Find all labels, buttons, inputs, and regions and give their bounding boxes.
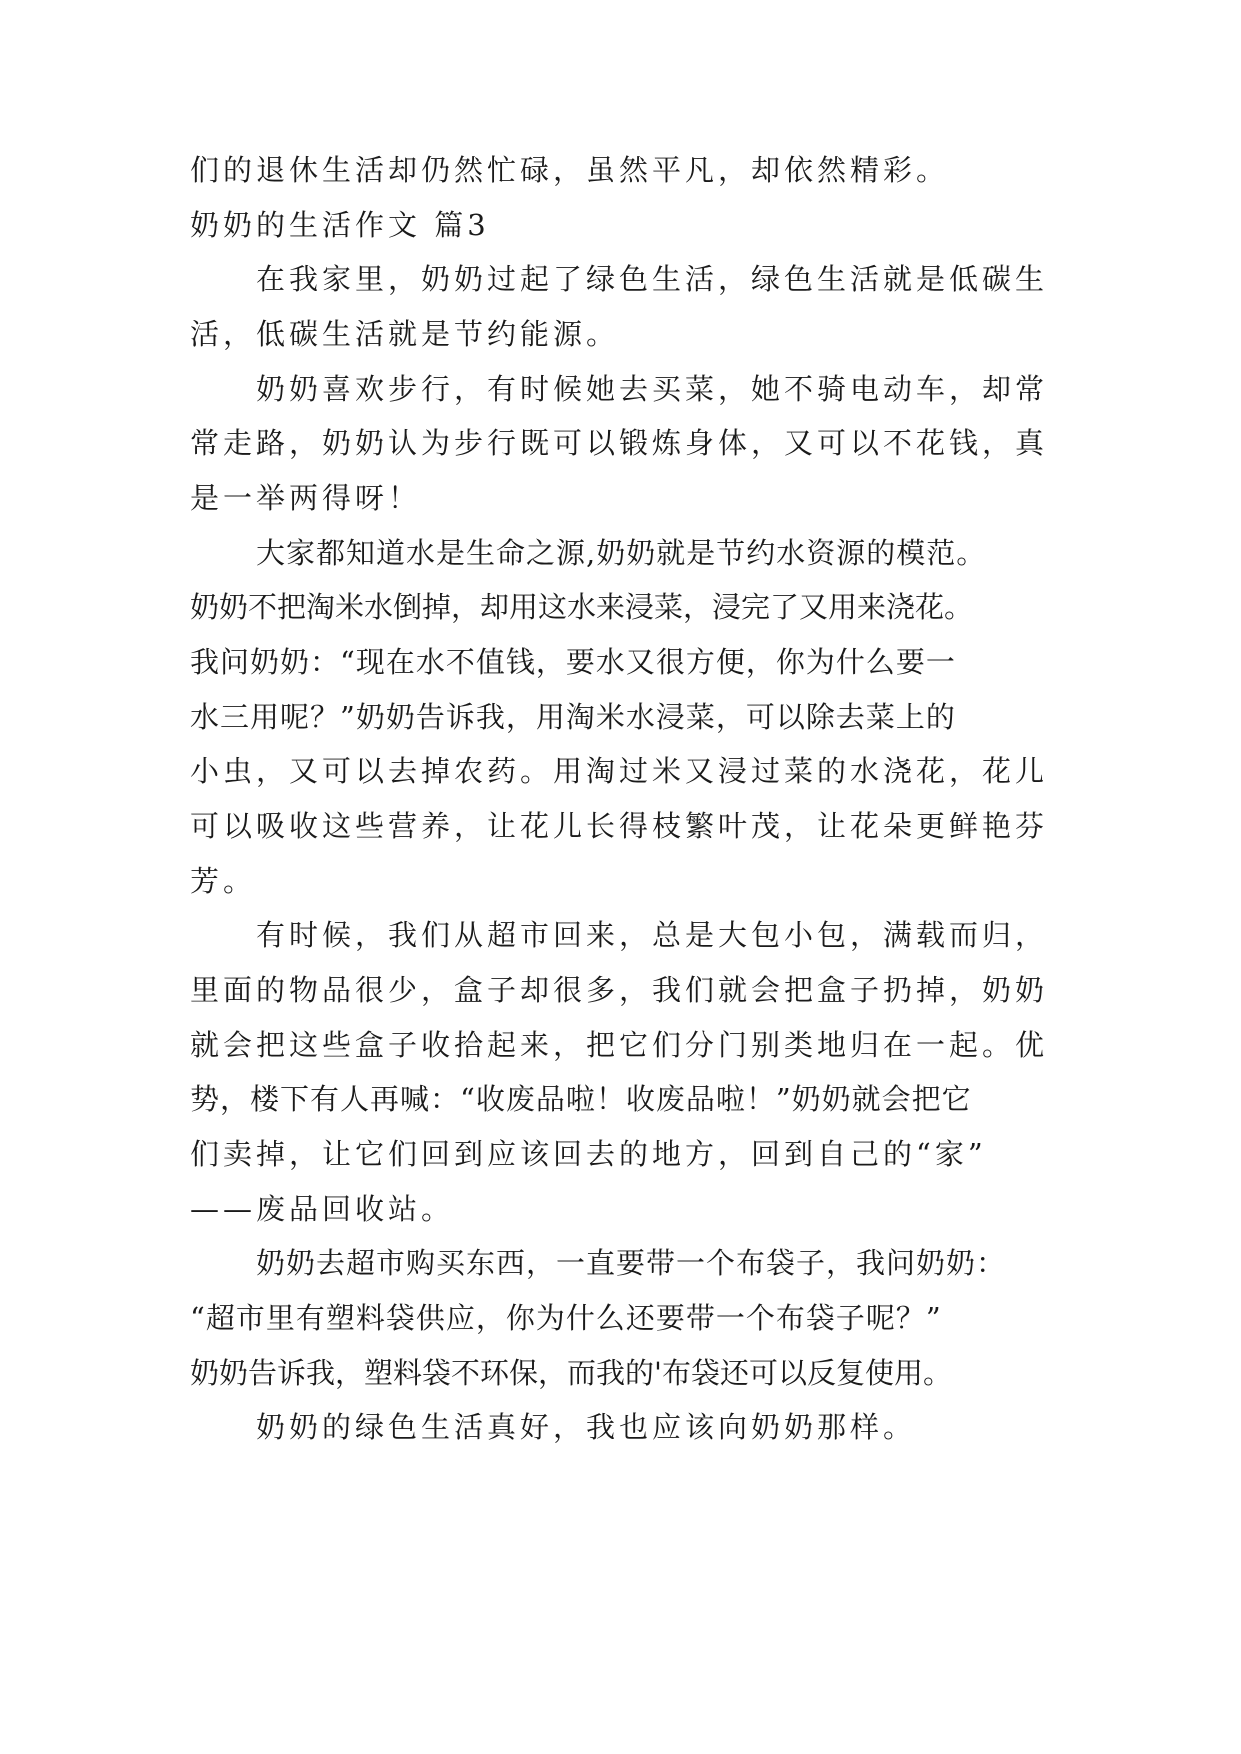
text-line: 大家都知道水是生命之源,奶奶就是节约水资源的模范。	[256, 536, 987, 570]
text-line: 就会把这些盒子收拾起来，把它们分门别类地归在一起。优	[190, 1028, 1049, 1062]
text-line: 奶奶去超市购买东西，一直要带一个布袋子，我问奶奶：	[256, 1246, 1007, 1280]
text-line: 奶奶不把淘米水倒掉，却用这水来浸菜，浸完了又用来浇花。	[190, 590, 974, 624]
text-line: 有时候，我们从超市回来，总是大包小包，满载而归，	[256, 918, 1049, 952]
text-line: 势，楼下有人再喊：“收废品啦！收废品啦！”奶奶就会把它	[190, 1082, 972, 1116]
text-line: 里面的物品很少，盒子却很多，我们就会把盒子扔掉，奶奶	[190, 973, 1049, 1007]
text-line: 小虫，又可以去掉农药。用淘过米又浸过菜的水浇花，花儿	[190, 754, 1049, 788]
text-line: ——废品回收站。	[190, 1192, 455, 1226]
text-line: 在我家里，奶奶过起了绿色生活，绿色生活就是低碳生	[256, 262, 1049, 296]
text-line: 是一举两得呀！	[190, 481, 422, 515]
text-line: “超市里有塑料袋供应，你为什么还要带一个布袋子呢？”	[190, 1301, 942, 1335]
text-line: 奶奶告诉我，塑料袋不环保，而我的'布袋还可以反复使用。	[190, 1356, 952, 1390]
text-line: 常走路，奶奶认为步行既可以锻炼身体，又可以不花钱，真	[190, 426, 1049, 460]
text-line: 芳。	[190, 864, 257, 898]
text-line: 奶奶的绿色生活真好，我也应该向奶奶那样。	[256, 1410, 917, 1444]
section-heading: 奶奶的生活作文 篇3	[190, 208, 490, 242]
text-line: 奶奶喜欢步行，有时候她去买菜，她不骑电动车，却常	[256, 372, 1049, 406]
text-line: 水三用呢？”奶奶告诉我，用淘米水浸菜，可以除去菜上的	[190, 700, 956, 734]
text-line: 我问奶奶：“现在水不值钱，要水又很方便，你为什么要一	[190, 645, 956, 679]
text-line: 可以吸收这些营养，让花儿长得枝繁叶茂，让花朵更鲜艳芬	[190, 809, 1049, 843]
text-line: 们的退休生活却仍然忙碌，虽然平凡，却依然精彩。	[190, 153, 950, 187]
text-line: 活，低碳生活就是节约能源。	[190, 317, 620, 351]
text-line: 们卖掉，让它们回到应该回去的地方，回到自己的“家”	[190, 1137, 987, 1171]
